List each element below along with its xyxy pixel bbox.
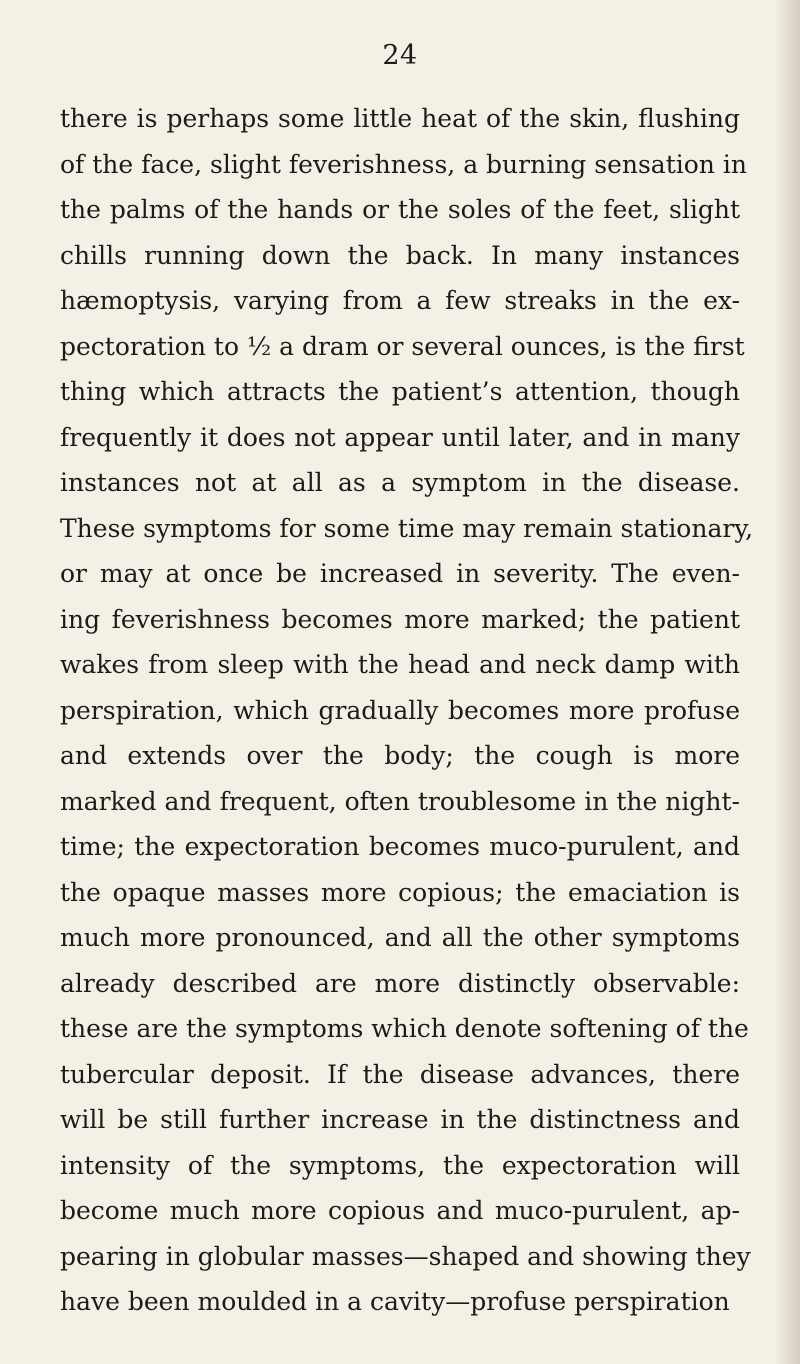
text-line: instances not at all as a symptom in the disease.	[60, 468, 740, 497]
text-line: will be still further increase in the distinctness and	[60, 1105, 740, 1134]
text-line: frequently it does not appear until later, and in many	[60, 422, 740, 452]
text-line: there is perhaps some little heat of the skin, flushing	[60, 104, 740, 133]
body-text	[60, 96, 754, 1325]
text-line: wakes from sleep with the head and neck damp with	[60, 650, 740, 679]
text-line: much more pronounced, and all the other symptoms	[60, 923, 740, 952]
text-line: thing which attracts the patient’s attention, though	[60, 377, 740, 406]
text-line: hæmoptysis, varying from a few streaks in the ex-	[60, 286, 740, 315]
text-line: time; the expectoration becomes muco-purulent, and	[60, 832, 740, 861]
text-line: of the face, slight feverishness, a burning sensation in	[60, 149, 747, 179]
text-line: perspiration, which gradually becomes more profuse	[60, 695, 740, 725]
text-line: or may at once be increased in severity. The even-	[60, 559, 740, 588]
text-line: already described are more distinctly observable:	[60, 968, 740, 998]
text-line: pectoration to ½ a dram or several ounces, is the first	[60, 331, 745, 361]
text-line: ing feverishness becomes more marked; the patient	[60, 604, 740, 634]
page-number: 24	[382, 40, 418, 71]
text-line: the palms of the hands or the soles of the feet, slight	[60, 195, 740, 224]
text-line: pearing in globular masses—shaped and showing they	[60, 1241, 751, 1271]
text-line: and extends over the body; the cough is more	[60, 741, 740, 770]
text-line: have been moulded in a cavity—profuse perspiration	[60, 1287, 730, 1316]
text-line: chills running down the back. In many instances	[60, 240, 740, 270]
text-line: marked and frequent, often troublesome in the night-	[60, 786, 740, 816]
text-line: tubercular deposit. If the disease advances, there	[60, 1059, 740, 1089]
text-line: These symptoms for some time may remain stationary,	[60, 513, 754, 543]
text-line: the opaque masses more copious; the emaciation is	[60, 877, 740, 907]
text-line: these are the symptoms which denote softening of the	[60, 1014, 749, 1043]
text-line: intensity of the symptoms, the expectoration will	[60, 1150, 740, 1180]
text-line: become much more copious and muco-purulent, ap-	[60, 1196, 740, 1225]
